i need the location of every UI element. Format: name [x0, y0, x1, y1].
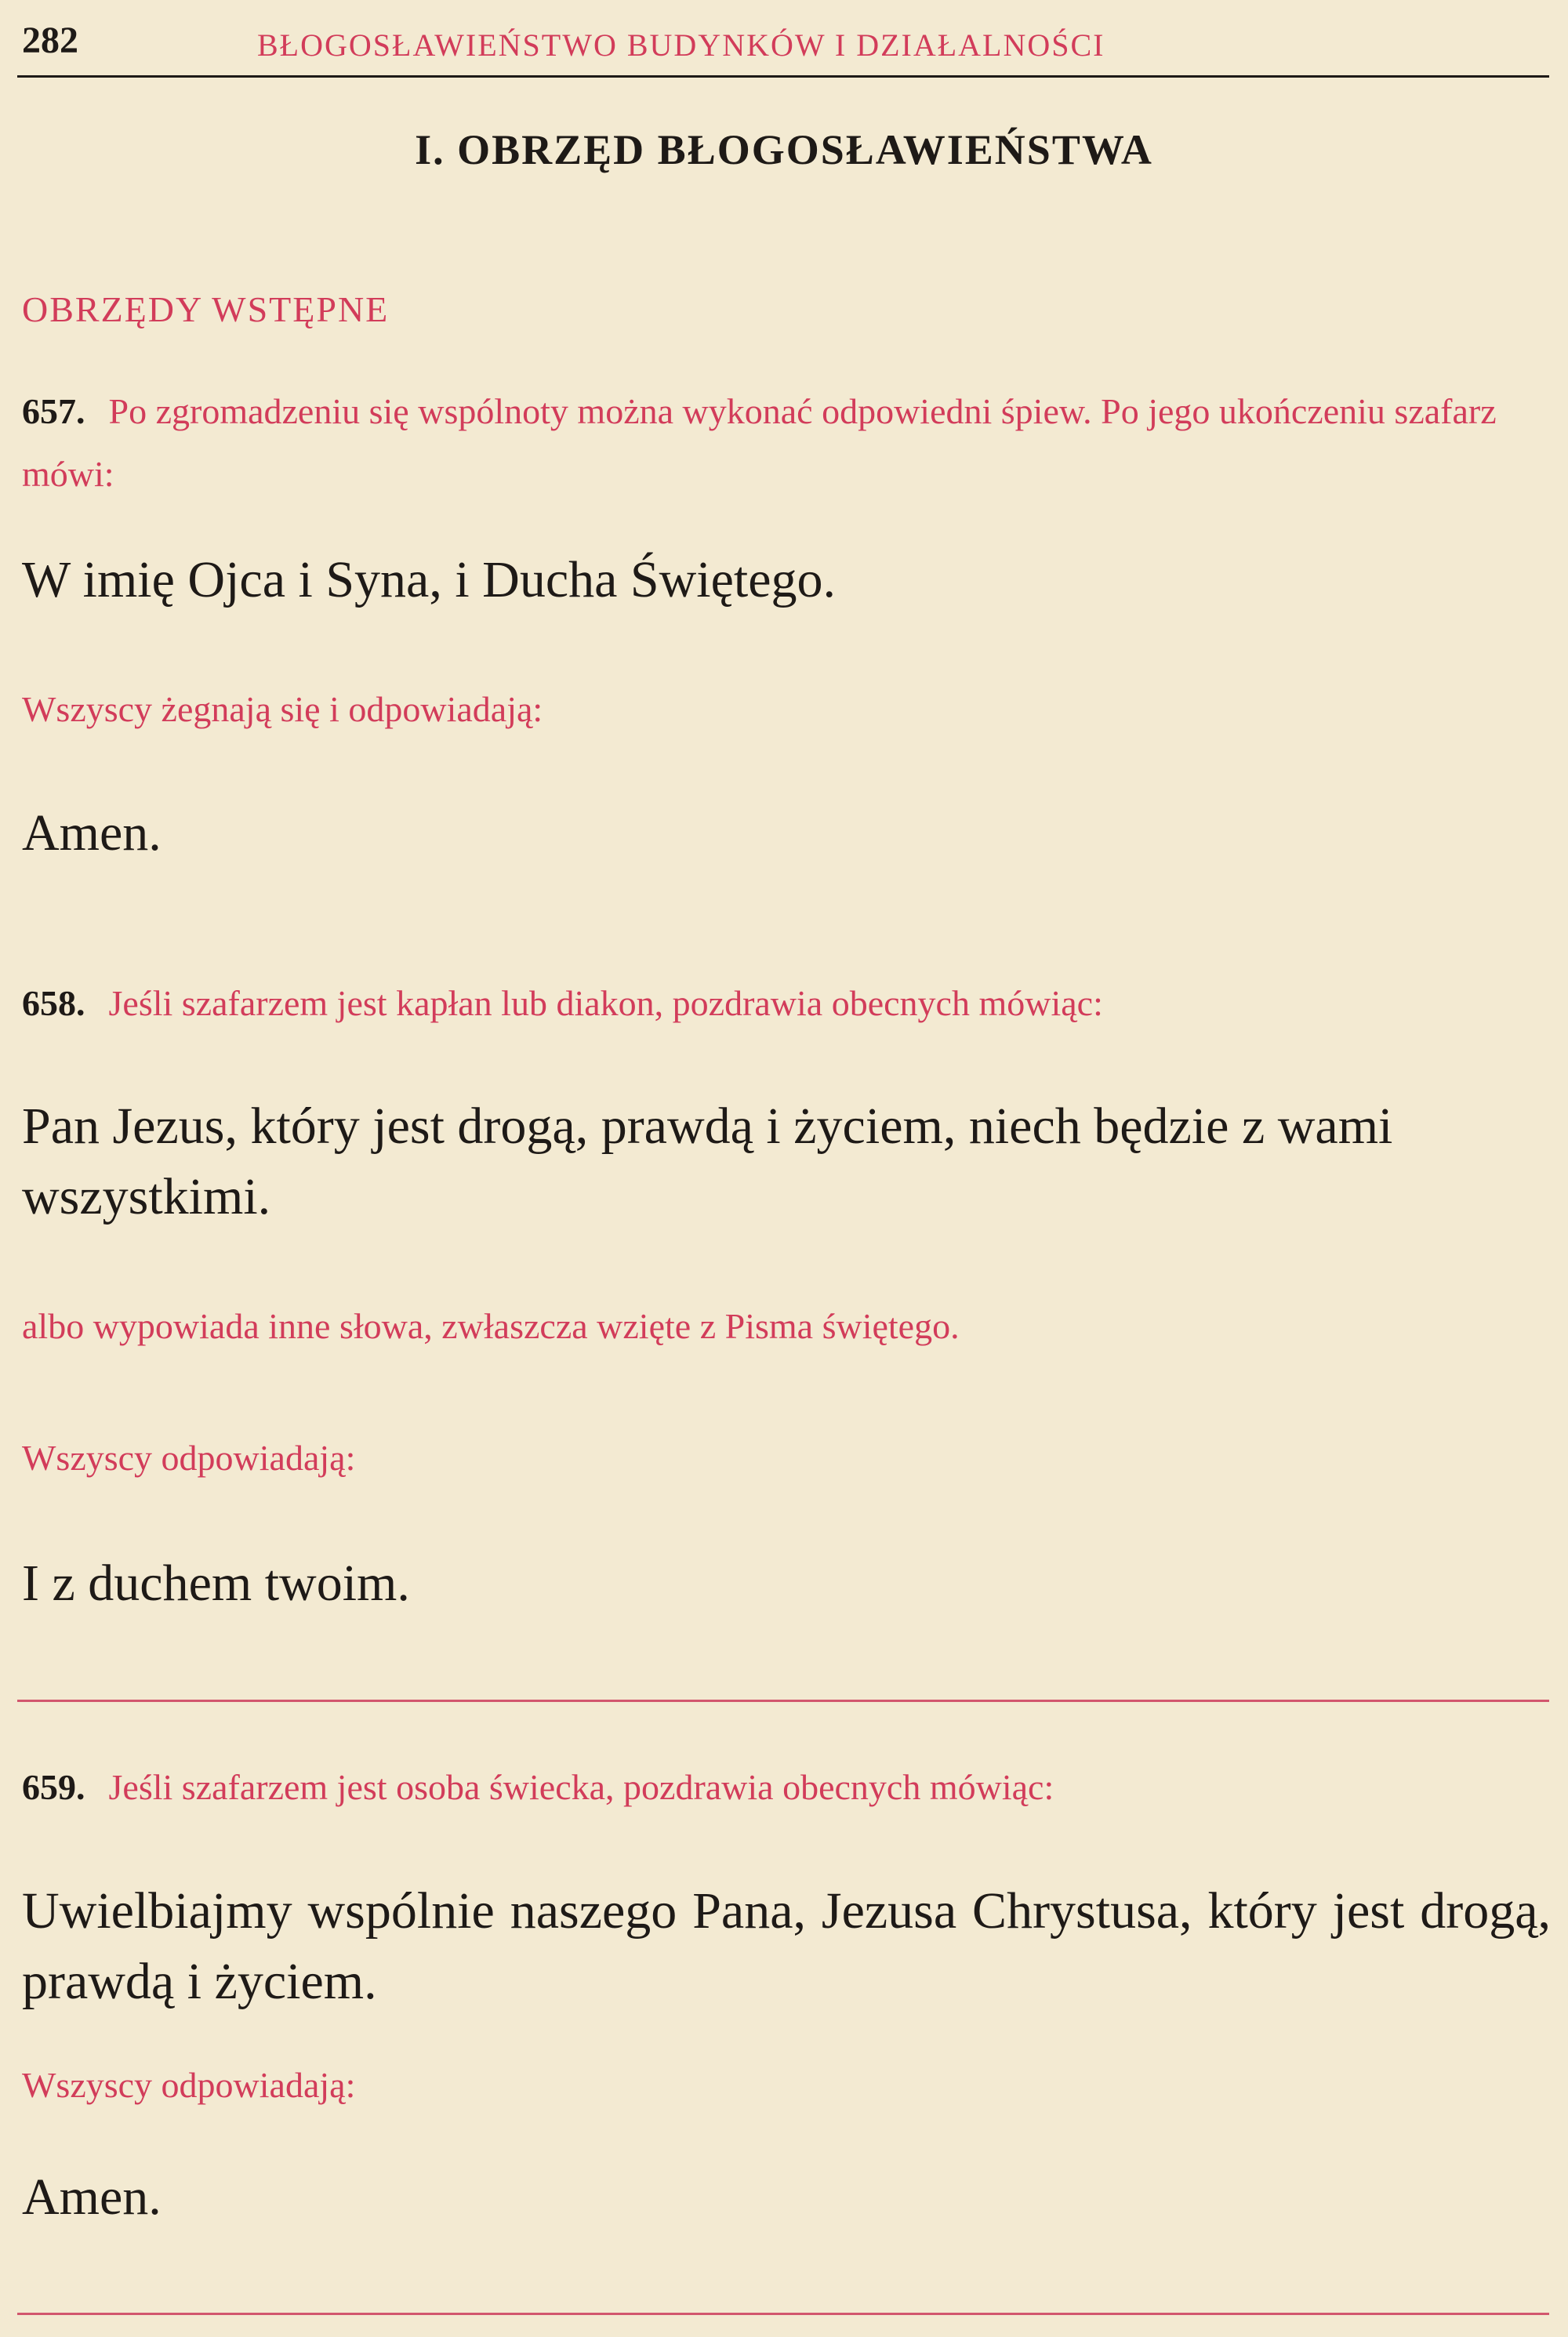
rubric-659-response-cue: Wszyscy odpowiadają:	[22, 2065, 356, 2105]
rubric-657-text: Po zgromadzeniu się wspólnoty można wykonać odpowiedni śpiew. Po jego ukończeniu szafarz mówi:	[22, 391, 1497, 494]
page-number: 282	[22, 20, 78, 61]
running-head: BŁOGOSŁAWIEŃSTWO BUDYNKÓW I DZIAŁALNOŚCI	[257, 27, 1105, 63]
section-divider-2	[17, 2313, 1549, 2315]
rubric-657-response-cue: Wszyscy żegnają się i odpowiadają:	[22, 689, 543, 729]
spoken-659: Uwielbiajmy wspólnie naszego Pana, Jezusa Chrystusa, który jest drogą, prawdą i życiem.	[22, 1882, 1551, 2010]
rubric-657	[22, 380, 1551, 506]
rubric-658-response-cue: Wszyscy odpowiadają:	[22, 1438, 356, 1478]
page-title: I. OBRZĘD BŁOGOSŁAWIEŃSTWA	[415, 126, 1153, 173]
rubric-658-alternative: albo wypowiada inne słowa, zwłaszcza wzięte z Pisma świętego.	[22, 1306, 960, 1346]
spoken-657: W imię Ojca i Syna, i Ducha Świętego.	[22, 551, 837, 608]
paragraph-number-657: 657.	[22, 391, 85, 431]
rubric-658-text: Jeśli szafarzem jest kapłan lub diakon, pozdrawia obecnych mówiąc:	[108, 983, 1103, 1023]
rubric-659-text: Jeśli szafarzem jest osoba świecka, pozdrawia obecnych mówiąc:	[108, 1767, 1054, 1807]
rubric-659	[22, 1756, 1551, 1819]
response-659: Amen.	[22, 2168, 162, 2226]
response-657: Amen.	[22, 804, 162, 862]
paragraph-number-658: 658.	[22, 983, 85, 1023]
header-rule	[17, 75, 1549, 78]
rubric-658	[22, 972, 1551, 1035]
paragraph-number-659: 659.	[22, 1767, 85, 1807]
section-heading: OBRZĘDY WSTĘPNE	[22, 289, 390, 329]
page-header	[22, 14, 1546, 69]
response-658: I z duchem twoim.	[22, 1555, 410, 1612]
spoken-658: Pan Jezus, który jest drogą, prawdą i życiem, niech będzie z wami wszystkimi.	[22, 1098, 1393, 1225]
section-divider-1	[17, 1700, 1549, 1702]
